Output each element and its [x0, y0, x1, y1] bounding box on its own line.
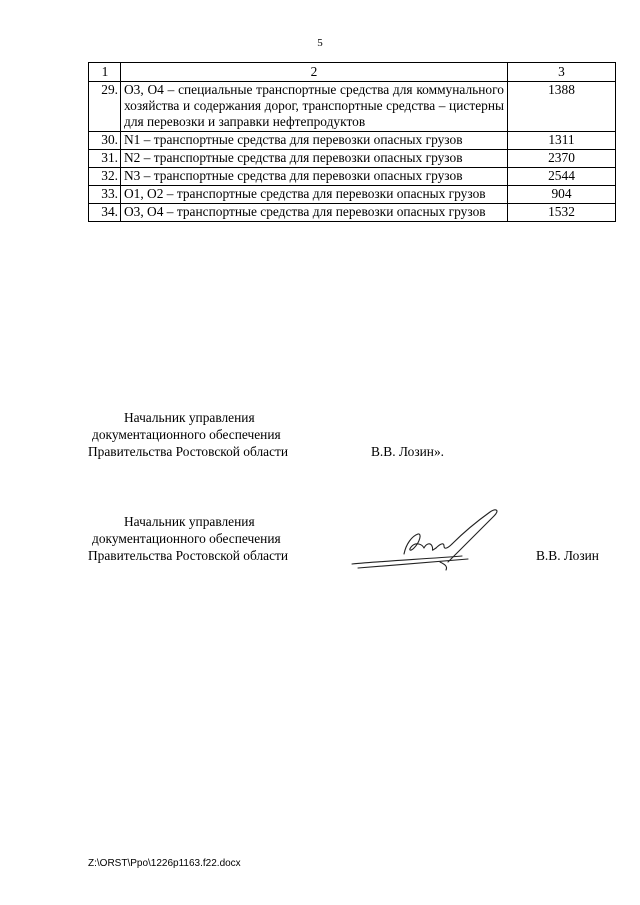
row-value: 1311	[508, 132, 616, 150]
row-description: N3 – транспортные средства для перевозки опасных грузов	[121, 168, 508, 186]
handwritten-signature	[344, 504, 506, 574]
row-number: 30.	[89, 132, 121, 150]
table-row	[89, 204, 616, 222]
row-number: 31.	[89, 150, 121, 168]
row-value: 2370	[508, 150, 616, 168]
row-value: 1532	[508, 204, 616, 222]
row-number: 34.	[89, 204, 121, 222]
row-description: О3, О4 – специальные транспортные средства для коммунального хозяйства и содержания дорог, транспортные средства – цистерны для перевозки и заправки нефтепродуктов	[121, 82, 508, 132]
row-description: N2 – транспортные средства для перевозки опасных грузов	[121, 150, 508, 168]
title-line-1: Начальник управления	[124, 410, 255, 425]
row-value: 904	[508, 186, 616, 204]
row-value: 2544	[508, 168, 616, 186]
title-line-3: Правительства Ростовской области	[88, 444, 289, 459]
title-line-3: Правительства Ростовской области	[88, 548, 289, 563]
row-description: О1, О2 – транспортные средства для перевозки опасных грузов	[121, 186, 508, 204]
page-number: 5	[317, 37, 323, 49]
table-row	[89, 82, 616, 132]
table-header-row	[89, 63, 616, 82]
row-description: N1 – транспортные средства для перевозки опасных грузов	[121, 132, 508, 150]
signature-block-2-title	[88, 513, 288, 564]
signatory-name-2: В.В. Лозин	[536, 548, 599, 563]
title-line-1: Начальник управления	[124, 514, 255, 529]
table-row	[89, 150, 616, 168]
column-header-1: 1	[89, 63, 121, 82]
row-number: 33.	[89, 186, 121, 204]
table-row	[89, 186, 616, 204]
signature-block-1-title	[88, 409, 288, 460]
table-row	[89, 168, 616, 186]
row-number: 32.	[89, 168, 121, 186]
file-path: Z:\ORST\Ppo\1226p1163.f22.docx	[88, 858, 241, 869]
row-value: 1388	[508, 82, 616, 132]
signatory-name-1: В.В. Лозин».	[371, 444, 445, 459]
column-header-2: 2	[121, 63, 508, 82]
row-number: 29.	[89, 82, 121, 132]
title-line-2: документационного обеспечения	[92, 531, 281, 546]
vehicle-fee-table	[88, 62, 616, 222]
table-row	[89, 132, 616, 150]
row-description: О3, О4 – транспортные средства для перевозки опасных грузов	[121, 204, 508, 222]
column-header-3: 3	[508, 63, 616, 82]
title-line-2: документационного обеспечения	[92, 427, 281, 442]
